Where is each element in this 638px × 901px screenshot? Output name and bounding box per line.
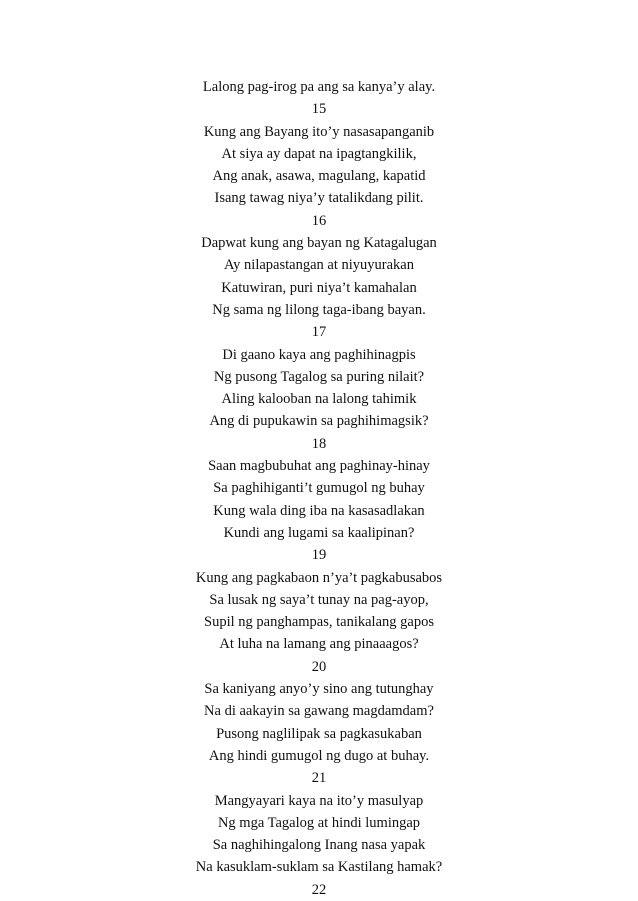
stanza-number: 15 <box>311 101 327 118</box>
poem-page <box>0 76 638 901</box>
poem-line: Sa naghihingalong Inang nasa yapak <box>212 837 426 854</box>
poem-line: Lalong pag-irog pa ang sa kanya’y alay. <box>202 79 436 95</box>
poem-line: At luha na lamang ang pinaaagos? <box>219 636 419 653</box>
poem-line: Kung wala ding iba na kasasadlakan <box>213 502 425 519</box>
poem-line: Sa kaniyang anyo’y sino ang tutunghay <box>204 681 434 698</box>
poem-line: Kundi ang lugami sa kaalipinan? <box>223 524 415 541</box>
poem-line: Di gaano kaya ang paghihinagpis <box>222 346 416 363</box>
stanza-number: 17 <box>311 324 327 341</box>
stanza-number: 16 <box>311 212 327 229</box>
poem-line: Na kasuklam-suklam sa Kastilang hamak? <box>195 859 443 876</box>
poem-line: Ay nilapastangan at niyuyurakan <box>224 257 414 274</box>
poem-line: Isang tawag niya’y tatalikdang pilit. <box>214 190 424 207</box>
stanza-number: 21 <box>311 770 327 787</box>
poem-line: Ng sama ng lilong taga-ibang bayan. <box>212 301 426 318</box>
poem-line: Supil ng panghampas, tanikalang gapos <box>204 614 434 631</box>
poem-line: Ang hindi gumugol ng dugo at buhay. <box>208 747 430 764</box>
poem-line: Aling kalooban na lalong tahimik <box>221 391 417 408</box>
poem-line: Pusong naglilipak sa pagkasukaban <box>216 725 422 742</box>
poem-line: Ang di pupukawin sa paghihimagsik? <box>209 413 429 430</box>
poem-line: Kung ang Bayang ito’y nasasapanganib <box>203 123 435 140</box>
poem-line: Mangyayari kaya na ito’y masulyap <box>214 792 424 809</box>
poem-line: Sa paghihiganti’t gumugol ng buhay <box>213 480 425 497</box>
poem-line: Saan magbubuhat ang paghinay-hinay <box>208 458 430 475</box>
poem-line: Dapwat kung ang bayan ng Katagalugan <box>201 235 437 252</box>
stanza-number: 18 <box>311 435 327 452</box>
poem-line: Katuwiran, puri niya’t kamahalan <box>221 279 417 296</box>
poem-line: Ng pusong Tagalog sa puring nilait? <box>213 368 425 385</box>
stanza-number: 20 <box>311 658 327 675</box>
stanza-number: 19 <box>311 547 327 564</box>
poem-line: Ang anak, asawa, magulang, kapatid <box>212 168 426 185</box>
poem-line: Na di aakayin sa gawang magdamdam? <box>204 703 434 720</box>
stanza-number: 22 <box>311 881 327 898</box>
poem-line: Ng mga Tagalog at hindi lumingap <box>217 814 421 831</box>
poem-line: At siya ay dapat na ipagtangkilik, <box>221 145 417 162</box>
poem-line: Sa lusak ng saya’t tunay na pag-ayop, <box>209 591 429 608</box>
poem-line: Kung ang pagkabaon n’ya’t pagkabusabos <box>195 569 443 586</box>
